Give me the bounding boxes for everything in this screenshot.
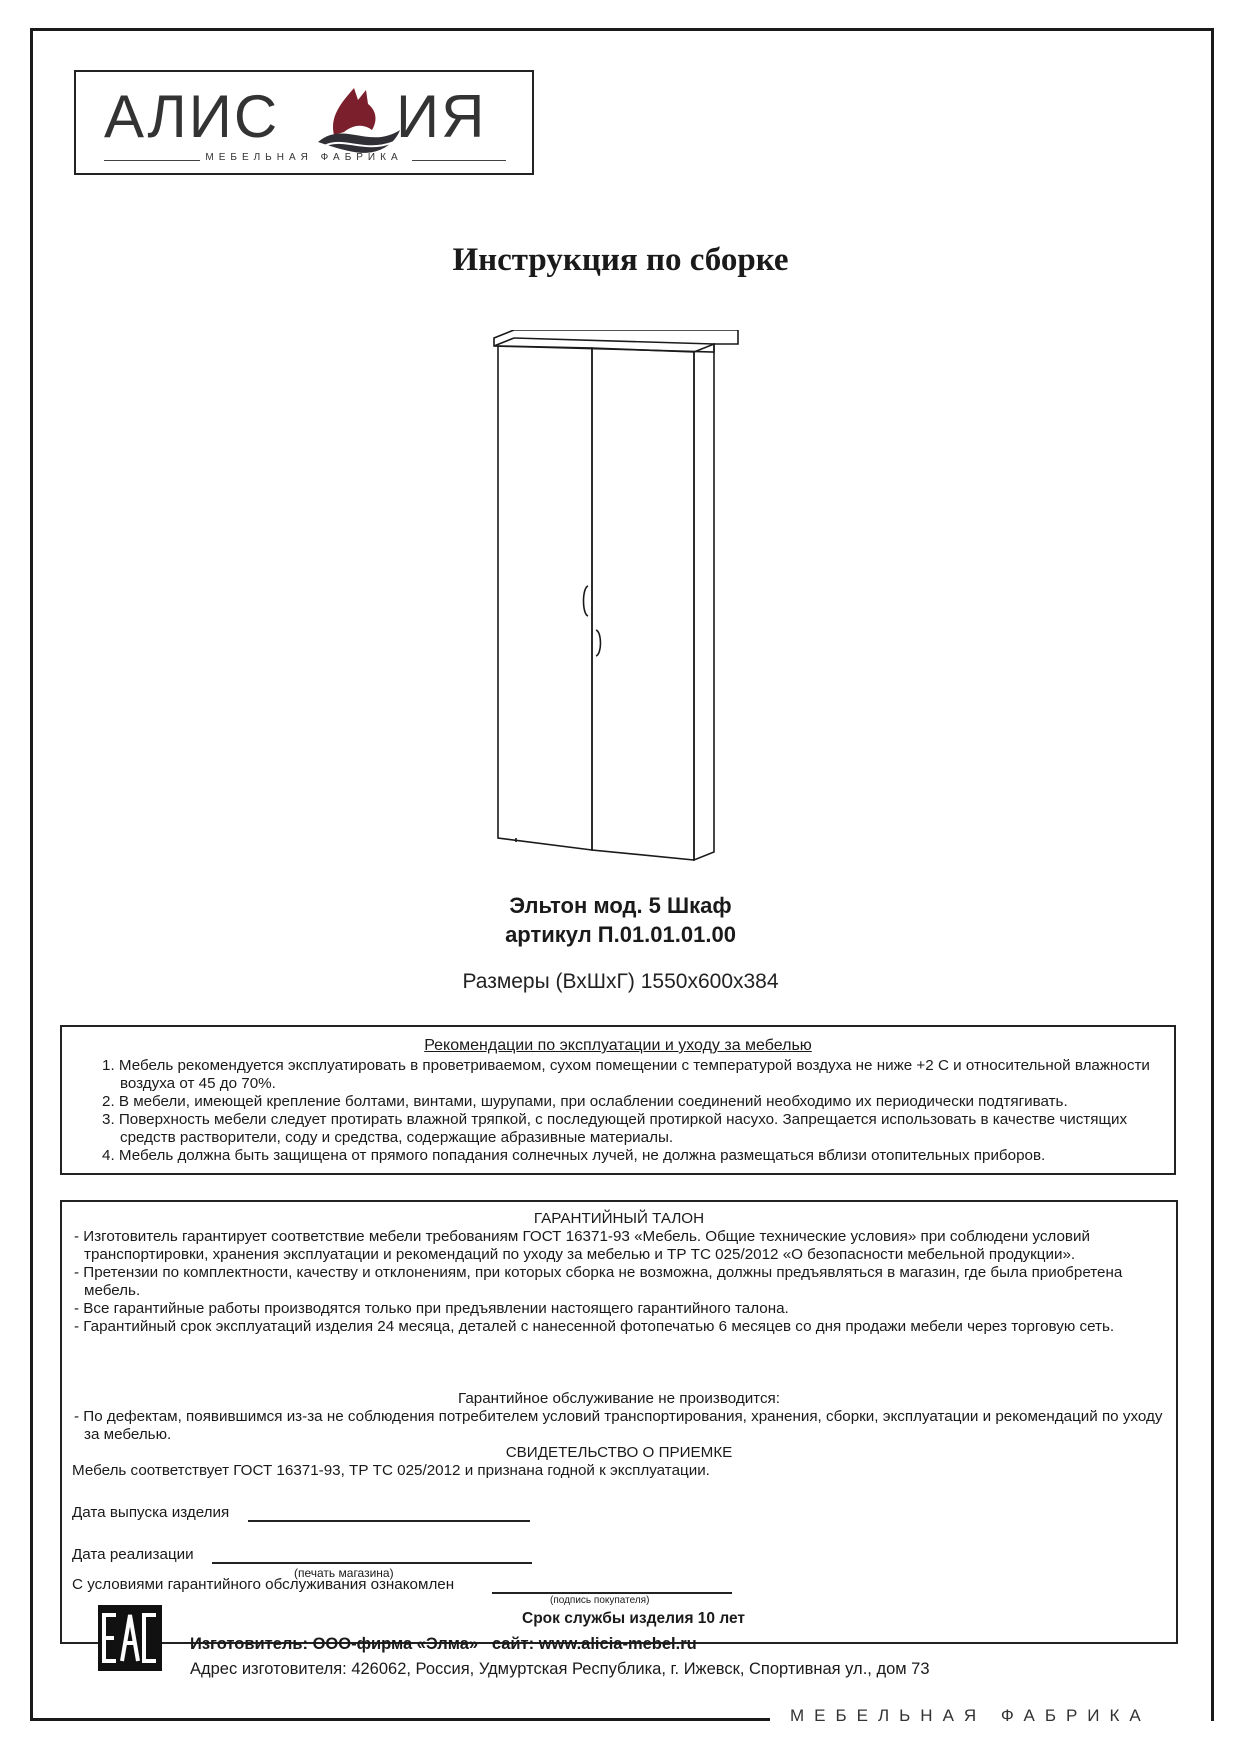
warranty-card (60, 1200, 1178, 1678)
logo-text-left: АЛИС (104, 83, 280, 150)
care-item-3: 3. Поверхность мебели следует протирать влажной тряпкой, с последующей протиркой насухо. Запрещается использовать в качестве чистящих средств растворители, соду и средства, содержащие абразивные материалы. (102, 1111, 1128, 1146)
buyer-signature-label: (подпись покупателя) (550, 1595, 650, 1606)
cabinet-illustration (490, 330, 750, 880)
sale-date-label: Дата реализации (72, 1546, 194, 1563)
acceptance-title: СВИДЕТЕЛЬСТВО О ПРИЕМКЕ (505, 1444, 733, 1461)
care-recommendations-box (60, 1025, 1176, 1175)
logo-rule-right (412, 160, 506, 161)
logo-subtitle: МЕБЕЛЬНАЯ ФАБРИКА (205, 152, 403, 163)
page-title: Инструкция по сборке (452, 242, 789, 278)
service-life: Срок службы изделия 10 лет (522, 1610, 745, 1627)
release-date-label: Дата выпуска изделия (72, 1504, 230, 1521)
care-item-2: 2. В мебели, имеющей крепление болтами, винтами, шурупами, при ослаблении соединений необходимо их периодически подтягивать. (102, 1093, 1068, 1110)
not-covered-item-1: - По дефектам, появившимся из-за не соблюдения потребителем условий транспортирования, хранения, сборки, эксплуатации и рекомендаций по уходу за мебелью. (74, 1408, 1163, 1443)
product-article: артикул П.01.01.01.00 (505, 922, 736, 947)
logo-text-right: ИЯ (396, 83, 487, 150)
care-list (92, 1057, 1154, 1165)
agreement-label: С условиями гарантийного обслуживания ознакомлен (72, 1576, 455, 1593)
warranty-item-1: - Изготовитель гарантирует соответствие мебели требованиям ГОСТ 16371-93 «Мебель. Общие технические условия» при соблюдени условий транспортировки, хранения эксплуатации и рекомендаций по уходу за мебелью и ТР ТС 025/2012 «О безопасности мебельной продукции». (74, 1228, 1090, 1263)
product-dimensions: Размеры (ВхШхГ) 1550х600х384 (462, 970, 779, 993)
manufacturer-info: Изготовитель: ООО-фирма «Элма» сайт: www.alicia-mebel.ru (190, 1635, 697, 1653)
buyer-signature-line[interactable] (492, 1592, 732, 1594)
warranty-item-2: - Претензии по комплектности, качеству и отклонениям, при которых сборка не возможна, должны предъявляться в магазин, где была приобретена мебель. (74, 1264, 1123, 1299)
company-logo (74, 70, 534, 175)
sale-date-line[interactable] (212, 1562, 532, 1564)
warranty-item-3: - Все гарантийные работы производятся только при предъявлении настоящего гарантийного талона. (74, 1300, 789, 1317)
acceptance-text: Мебель соответствует ГОСТ 16371-93, ТР ТС 025/2012 и признана годной к эксплуатации. (72, 1462, 710, 1479)
fox-logo-icon (314, 80, 404, 160)
product-name: Эльтон мод. 5 Шкаф (509, 893, 732, 918)
care-item-4: 4. Мебель должна быть защищена от прямого попадания солнечных лучей, не должна размещаться вблизи отопительных приборов. (102, 1147, 1046, 1164)
care-title: Рекомендации по эксплуатации и уходу за мебелью (424, 1037, 812, 1054)
care-item-1: 1. Мебель рекомендуется эксплуатировать в проветриваемом, сухом помещении с температурой воздуха не ниже +2 С и относительной влажности воздуха от 45 до 70%. (102, 1057, 1150, 1092)
not-covered-title: Гарантийное обслуживание не производится: (457, 1390, 781, 1407)
warranty-item-4: - Гарантийный срок эксплуатаций изделия 24 месяца, деталей с нанесенной фотопечатью 6 месяцев со дня продажи мебели через торговую сеть. (74, 1318, 1115, 1335)
not-covered-list (72, 1408, 1166, 1444)
warranty-title: ГАРАНТИЙНЫЙ ТАЛОН (533, 1210, 705, 1227)
release-date-line[interactable] (248, 1520, 530, 1522)
shop-stamp-label: (печать магазина) (294, 1566, 394, 1580)
footer-brand: МЕБЕЛЬНАЯ ФАБРИКА (790, 1706, 1151, 1725)
eac-mark-icon (98, 1605, 162, 1671)
manufacturer-address: Адрес изготовителя: 426062, Россия, Удмуртская Республика, г. Ижевск, Спортивная ул., дом 73 (190, 1660, 930, 1678)
frame-bottom-line (30, 1718, 770, 1721)
warranty-terms (72, 1228, 1166, 1336)
